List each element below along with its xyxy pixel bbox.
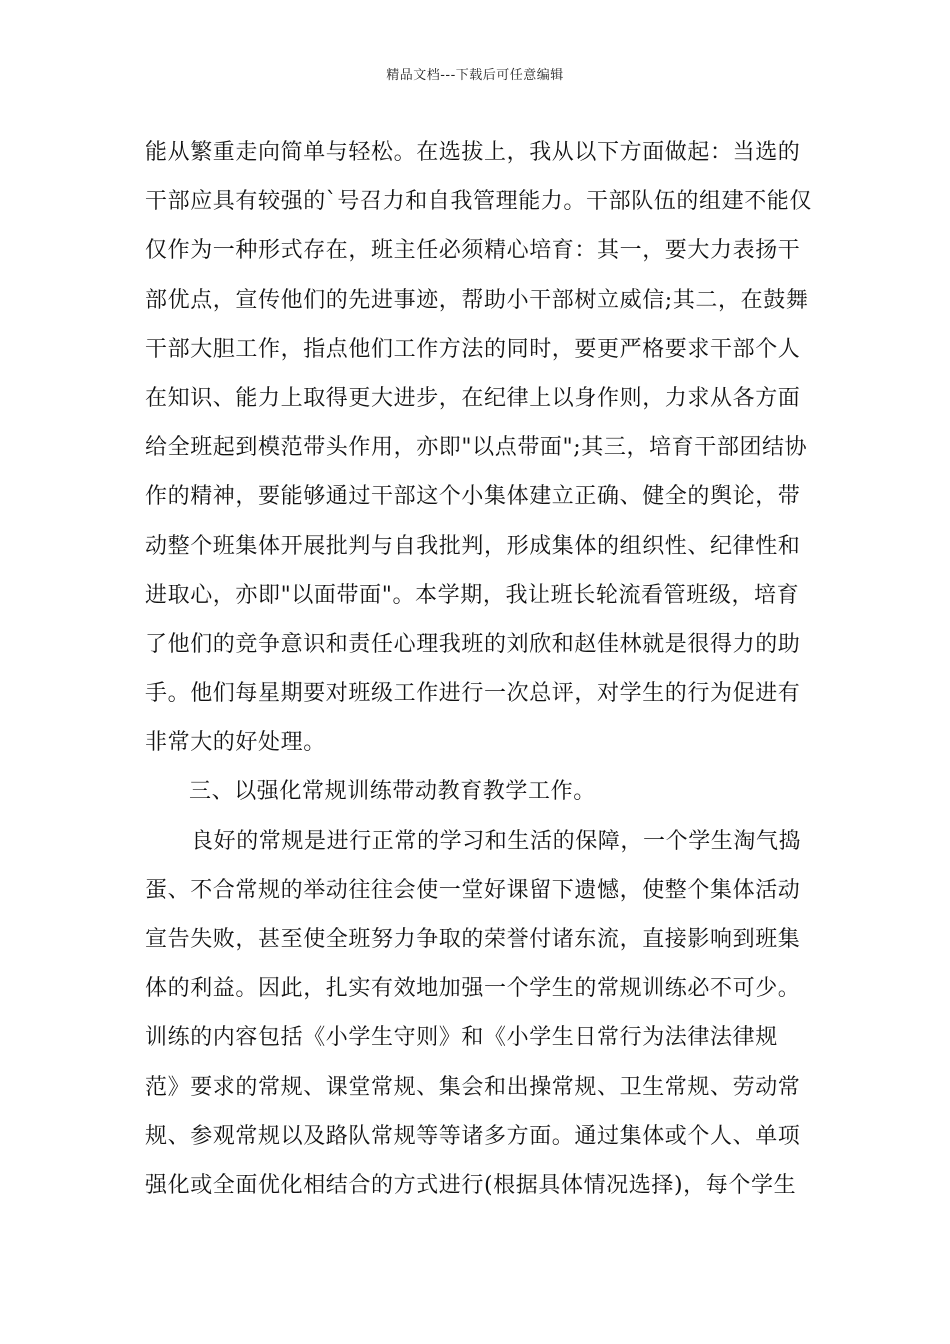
section-heading: 三、以强化常规训练带动教育教学工作。 — [189, 779, 596, 805]
text-line: 规、参观常规以及路队常规等等诸多方面。通过集体或个人、单项 — [145, 1123, 801, 1149]
text-line: 强化或全面优化相结合的方式进行(根据具体情况选择)，每个学生 — [145, 1172, 797, 1198]
text-line: 体的利益。因此，扎实有效地加强一个学生的常规训练必不可少。 — [145, 976, 801, 1002]
text-line: 蛋、不合常规的举动往往会使一堂好课留下遗憾，使整个集体活动 — [145, 877, 801, 903]
document-body — [145, 128, 813, 1210]
page-header: 精品文档---下载后可任意编辑 — [386, 68, 564, 83]
text-line: 作的精神，要能够通过干部这个小集体建立正确、健全的舆论，带 — [145, 484, 801, 510]
text-line: 良好的常规是进行正常的学习和生活的保障，一个学生淘气捣 — [191, 828, 802, 854]
text-line: 在知识、能力上取得更大进步，在纪律上以身作则，力求从各方面 — [145, 385, 801, 411]
text-line: 能从繁重走向简单与轻松。在选拔上，我从以下方面做起：当选的 — [145, 140, 801, 165]
text-line: 了他们的竞争意识和责任心理我班的刘欣和赵佳林就是很得力的助 — [145, 631, 801, 657]
text-line: 范》要求的常规、课堂常规、集会和出操常规、卫生常规、劳动常 — [145, 1074, 801, 1100]
text-line: 非常大的好处理。 — [145, 730, 326, 756]
text-line: 仅作为一种形式存在，班主任必须精心培育：其一，要大力表扬干 — [145, 238, 801, 264]
text-line: 宣告失败，甚至使全班努力争取的荣誉付诸东流，直接影响到班集 — [145, 927, 801, 952]
text-line: 部优点，宣传他们的先进事迹，帮助小干部树立威信;其二，在鼓舞 — [145, 287, 809, 313]
text-line: 干部应具有较强的`号召力和自我管理能力。干部队伍的组建不能仅 — [145, 189, 813, 215]
text-line: 动整个班集体开展批判与自我批判，形成集体的组织性、纪律性和 — [145, 533, 801, 559]
text-line: 干部大胆工作，指点他们工作方法的同时，要更严格要求干部个人 — [145, 336, 801, 362]
text-line: 手。他们每星期要对班级工作进行一次总评，对学生的行为促进有 — [145, 681, 801, 707]
text-line: 进取心，亦即"以面带面"。本学期，我让班长轮流看管班级，培育 — [145, 582, 800, 608]
text-line: 训练的内容包括《小学生守则》和《小学生日常行为法律法律规 — [145, 1025, 778, 1051]
text-line: 给全班起到模范带头作用，亦即"以点带面";其三，培育干部团结协 — [145, 435, 808, 461]
